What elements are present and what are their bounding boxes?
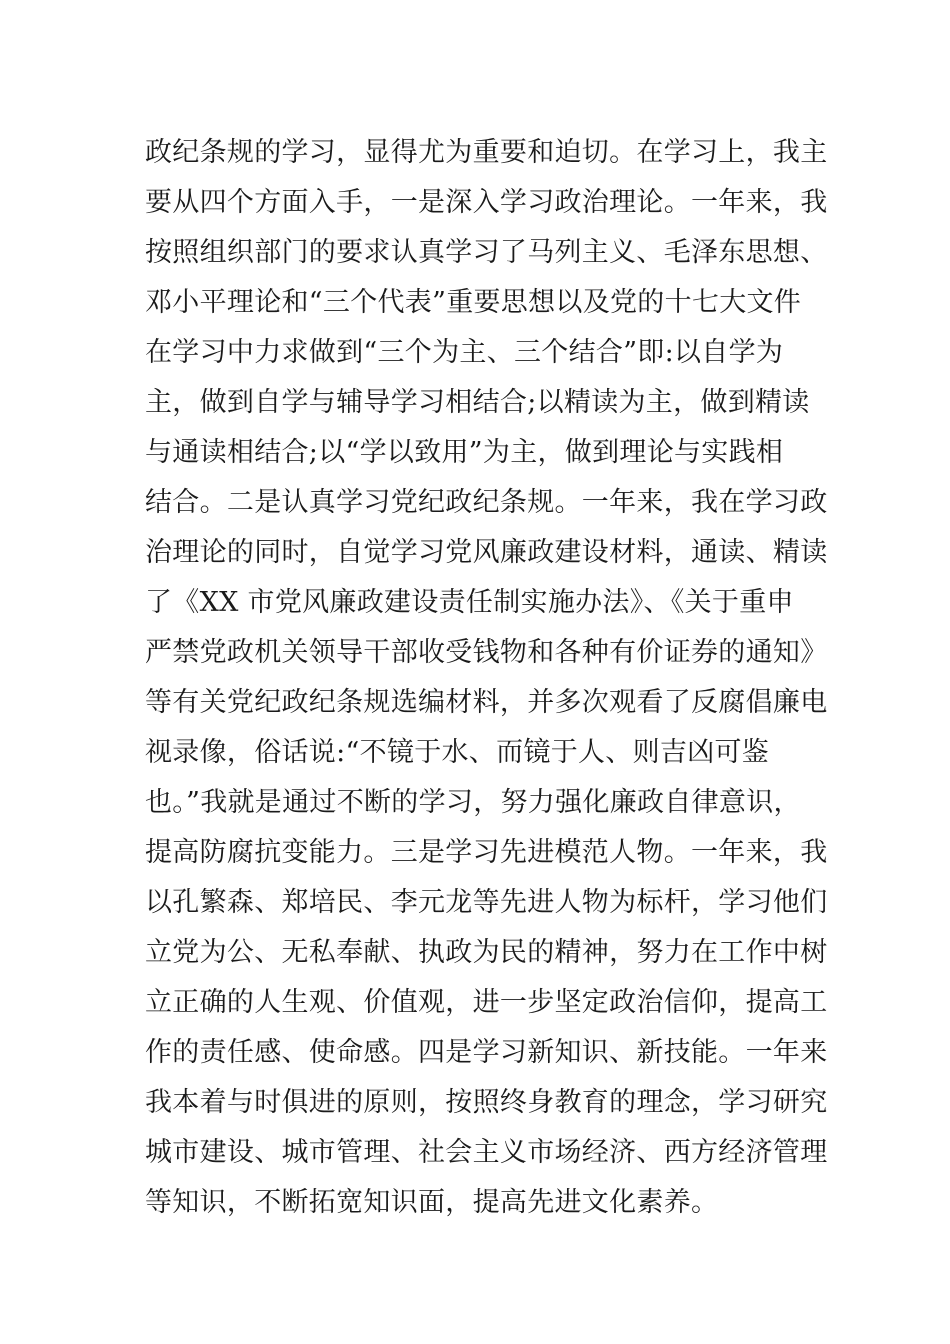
text-line: 也。”我就是通过不断的学习，努力强化廉政自律意识， <box>145 787 801 818</box>
text-line: 城市建设、城市管理、社会主义市场经济、西方经济管理 <box>145 1137 828 1168</box>
text-line: 与通读相结合;以“学以致用”为主，做到理论与实践相 <box>145 437 784 468</box>
text-line: 邓小平理论和“三个代表”重要思想以及党的十七大文件 <box>145 287 802 318</box>
text-line: 立正确的人生观、价值观，进一步坚定政治信仰，提高工 <box>145 987 828 1018</box>
text-line: 作的责任感、使命感。四是学习新知识、新技能。一年来 <box>145 1037 828 1068</box>
text-line: 提高防腐抗变能力。三是学习先进模范人物。一年来，我 <box>145 837 828 868</box>
text-line: 等知识，不断拓宽知识面，提高先进文化素养。 <box>145 1187 719 1218</box>
text-line: 以孔繁森、郑培民、李元龙等先进人物为标杆，学习他们 <box>145 887 828 918</box>
text-line: 结合。二是认真学习党纪政纪条规。一年来，我在学习政 <box>145 487 828 518</box>
text-line: 按照组织部门的要求认真学习了马列主义、毛泽东思想、 <box>145 237 828 268</box>
text-line: 政纪条规的学习，显得尤为重要和迫切。在学习上，我主 <box>145 137 828 168</box>
text-line: 视录像，俗话说:“不镜于水、而镜于人、则吉凶可鉴 <box>145 737 770 768</box>
body-paragraph <box>145 128 828 1228</box>
text-line: 我本着与时俱进的原则，按照终身教育的理念，学习研究 <box>145 1087 828 1118</box>
text-line: 治理论的同时，自觉学习党风廉政建设材料，通读、精读 <box>145 537 828 568</box>
text-line: 严禁党政机关领导干部收受钱物和各种有价证券的通知》 <box>145 637 828 668</box>
text-line: 在学习中力求做到“三个为主、三个结合”即:以自学为 <box>145 337 784 368</box>
text-line: 了《XX 市党风廉政建设责任制实施办法》、《关于重申 <box>145 587 794 618</box>
text-line: 主，做到自学与辅导学习相结合;以精读为主，做到精读 <box>145 387 810 418</box>
text-line: 立党为公、无私奉献、执政为民的精神，努力在工作中树 <box>145 937 828 968</box>
text-line: 要从四个方面入手，一是深入学习政治理论。一年来，我 <box>145 187 828 218</box>
text-line: 等有关党纪政纪条规选编材料，并多次观看了反腐倡廉电 <box>145 687 828 718</box>
